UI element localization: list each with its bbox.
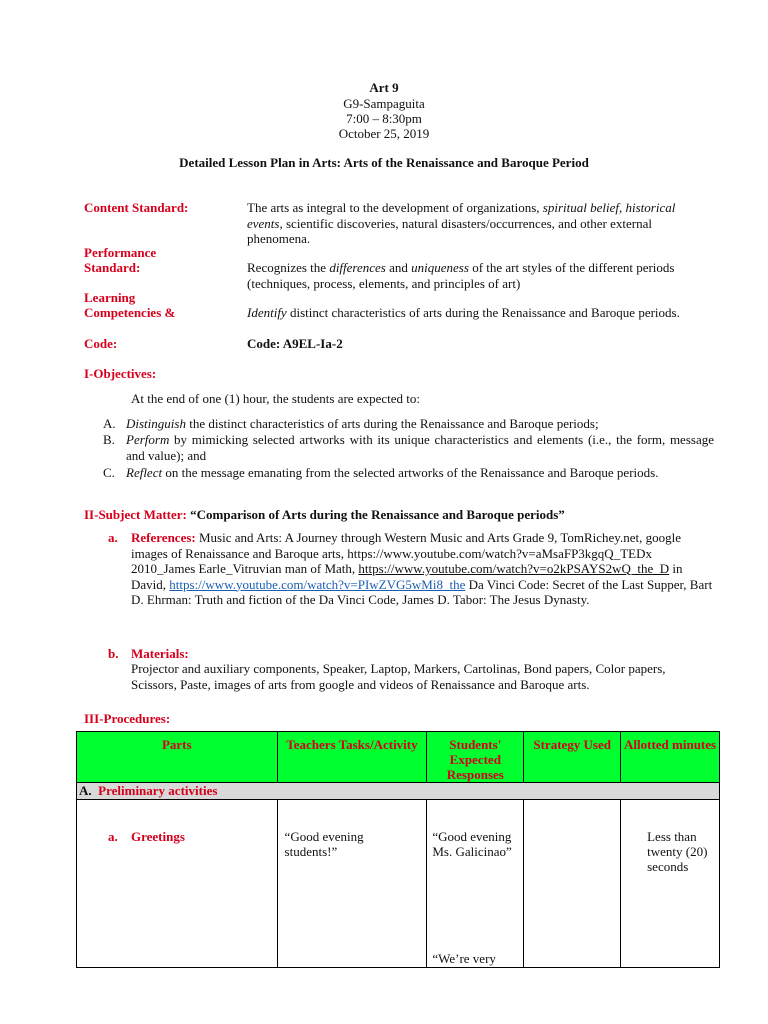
code-value: Code: A9EL-Ia-2 xyxy=(247,336,343,351)
section-name: G9-Sampaguita xyxy=(343,96,425,111)
materials-text: Projector and auxiliary components, Speaker, Laptop, Markers, Cartolinas, Bond papers, Color papers, Scissors, Paste, images of arts from google and videos of Renaissance and Baroque arts. xyxy=(131,661,666,692)
reference-link[interactable]: https://www.youtube.com/watch?v=PIwZVG5wMi8_the xyxy=(169,576,466,592)
document-title: Detailed Lesson Plan in Arts: Arts of the Renaissance and Baroque Period xyxy=(179,155,589,170)
class-time: 7:00 – 8:30pm xyxy=(346,111,422,126)
performance-standard-text: Recognizes the differences and uniqueness of the art styles of the different periods (techniques, process, elements, and principles of art) xyxy=(247,260,675,291)
objective-text: Perform by mimicking selected artworks with its unique characteristics and elements (i.e., the form, message and value); and xyxy=(126,432,714,463)
code-label: Code: xyxy=(84,336,118,351)
references-label: References: xyxy=(131,530,196,545)
learning-competencies-text: Identify distinct characteristics of arts during the Renaissance and Baroque periods. xyxy=(247,305,680,320)
objectives-heading: I-Objectives: xyxy=(84,366,157,381)
list-marker: C. xyxy=(103,465,115,480)
student-cell xyxy=(427,800,524,968)
section-label: Preliminary activities xyxy=(98,783,218,798)
part-label: Greetings xyxy=(131,829,185,844)
objective-text: Reflect on the message emanating from the selected artworks of the Renaissance and Baroque periods. xyxy=(126,465,659,480)
procedures-table xyxy=(76,731,720,968)
column-header: Allotted minutes xyxy=(621,732,720,783)
subject-matter-heading: II-Subject Matter: xyxy=(84,507,187,522)
learning-competencies-label-1: Learning xyxy=(84,290,136,305)
column-header: Strategy Used xyxy=(524,732,621,783)
section-marker: A. xyxy=(79,783,92,798)
teacher-cell xyxy=(277,800,427,968)
table-row xyxy=(77,800,720,968)
performance-standard-label-1: Performance xyxy=(84,245,157,260)
strategy-cell xyxy=(524,800,621,968)
objectives-intro: At the end of one (1) hour, the students are expected to: xyxy=(131,391,420,406)
procedures-heading: III-Procedures: xyxy=(84,711,171,726)
references-text: References: Music and Arts: A Journey through Western Music and Arts Grade 9, TomRichey.net, google images of Renaissance and Baroque arts, https://www.youtube.com/watch?v=aMsaFP3kgqQ_TEDx 2010_James Earle_Vitruvian man of Math, https://www.youtube.com/watch?v=o2kPSAYS2wQ_the_D in David, https://www.youtube.com/watch?v=PIwZVG5wMi8_the Da Vinci Code: Secret of the Last Supper, Bart D. Ehrman: Truth and fiction of the Da Vinci Code, James D. Tabor: The Jesus Dynasty. xyxy=(131,530,713,607)
content-standard-text: The arts as integral to the development of organizations, spiritual belief, historical events, scientific discoveries, natural disasters/occurrences, and other external phenomena. xyxy=(247,200,676,246)
performance-standard-label-2: Standard: xyxy=(84,260,141,275)
column-header: Teachers Tasks/Activity xyxy=(277,732,427,783)
lesson-date: October 25, 2019 xyxy=(338,126,430,141)
content-standard-label: Content Standard: xyxy=(84,200,189,215)
section-row xyxy=(77,783,720,800)
subject-matter-line xyxy=(84,507,565,523)
column-header: Parts xyxy=(77,732,278,783)
objective-text: Distinguish the distinct characteristics of arts during the Renaissance and Baroque periods; xyxy=(126,416,599,431)
list-marker: B. xyxy=(103,432,115,447)
subject-title: Art 9 xyxy=(369,80,399,95)
student-text-continued: “We’re very xyxy=(432,951,496,966)
row-marker: a. xyxy=(108,829,118,844)
student-text: “Good evening Ms. Galicinao” xyxy=(432,829,512,859)
column-header: Students' Expected Responses xyxy=(427,732,524,783)
table-header-row xyxy=(77,732,720,783)
reference-link[interactable]: https://www.youtube.com/watch?v=o2kPSAYS2wQ_the_D xyxy=(358,561,670,576)
minutes-cell xyxy=(621,800,720,968)
minutes-text: Less than twenty (20) seconds xyxy=(647,829,708,874)
subject-matter-topic: “Comparison of Arts during the Renaissance and Baroque periods” xyxy=(190,507,565,522)
section-cell xyxy=(77,783,720,800)
teacher-text: “Good evening students!” xyxy=(284,829,364,859)
learning-competencies-label-2: Competencies & xyxy=(84,305,176,320)
part-cell xyxy=(77,800,278,968)
materials-label: Materials: xyxy=(131,646,189,661)
list-marker: A. xyxy=(103,416,116,431)
